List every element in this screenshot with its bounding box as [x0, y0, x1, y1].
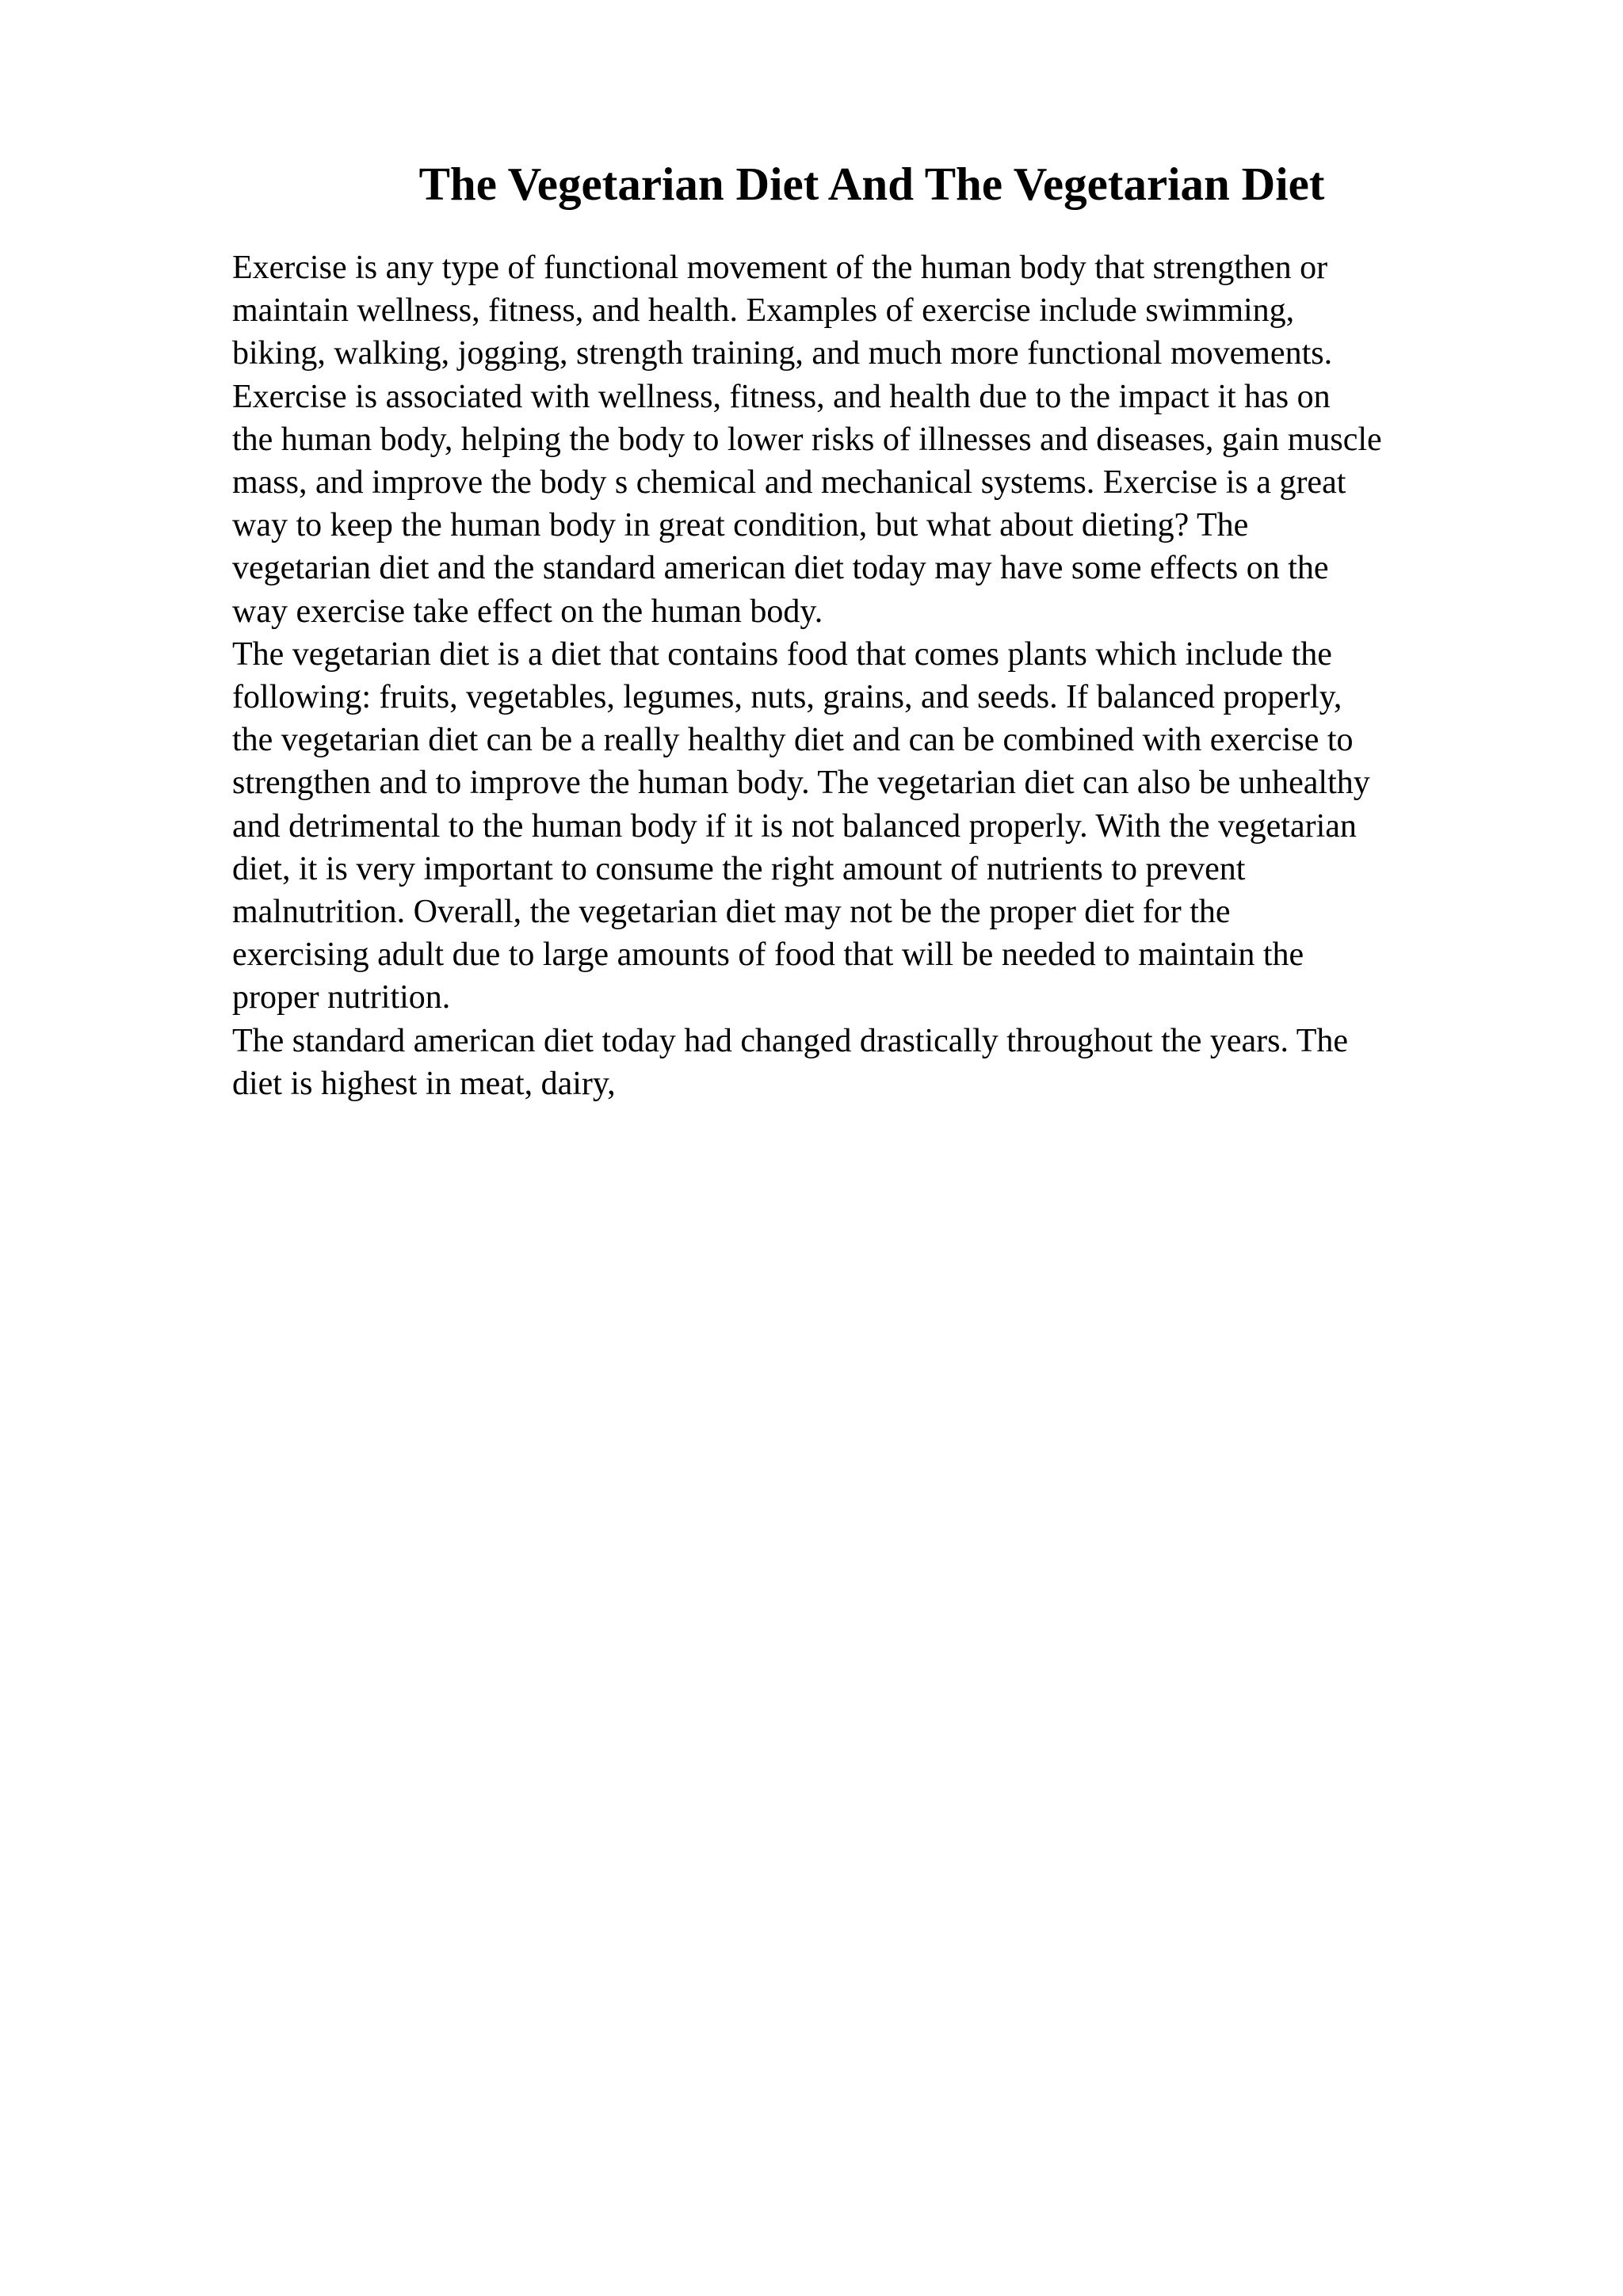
- body-line: diet is highest in meat, dairy,: [232, 1065, 616, 1102]
- body-line: Exercise is any type of functional movement of the human body that strengthen or: [232, 250, 1328, 286]
- body-line: the vegetarian diet can be a really healthy diet and can be combined with exercise to: [232, 722, 1354, 759]
- document-title: The Vegetarian Diet And The Vegetarian Diet: [418, 158, 1325, 210]
- body-line: way to keep the human body in great condition, but what about dieting? The: [232, 507, 1249, 544]
- body-line: way exercise take effect on the human body.: [232, 593, 823, 630]
- body-line: maintain wellness, fitness, and health. Examples of exercise include swimming,: [232, 292, 1295, 330]
- body-line: strengthen and to improve the human body. The vegetarian diet can also be unhealthy: [232, 765, 1370, 802]
- body-line: The vegetarian diet is a diet that contains food that comes plants which include the: [232, 635, 1332, 673]
- body-line: mass, and improve the body s chemical and mechanical systems. Exercise is a great: [232, 464, 1346, 502]
- body-line: malnutrition. Overall, the vegetarian diet may not be the proper diet for the: [232, 894, 1231, 931]
- body-line: exercising adult due to large amounts of food that will be needed to maintain the: [232, 936, 1304, 974]
- body-line: following: fruits, vegetables, legumes, nuts, grains, and seeds. If balanced properly,: [232, 679, 1342, 716]
- body-line: The standard american diet today had changed drastically throughout the years. The: [232, 1022, 1349, 1059]
- body-line: biking, walking, jogging, strength training, and much more functional movements.: [232, 335, 1333, 372]
- body-line: vegetarian diet and the standard american diet today may have some effects on the: [232, 550, 1329, 587]
- document-body: [232, 246, 1623, 1105]
- body-line: diet, it is very important to consume the right amount of nutrients to prevent: [232, 850, 1246, 887]
- body-line: the human body, helping the body to lower risks of illnesses and diseases, gain muscle: [232, 421, 1382, 458]
- body-line: proper nutrition.: [232, 979, 451, 1016]
- body-line: Exercise is associated with wellness, fitness, and health due to the impact it has on: [232, 378, 1331, 415]
- body-line: and detrimental to the human body if it is not balanced properly. With the vegetarian: [232, 807, 1357, 845]
